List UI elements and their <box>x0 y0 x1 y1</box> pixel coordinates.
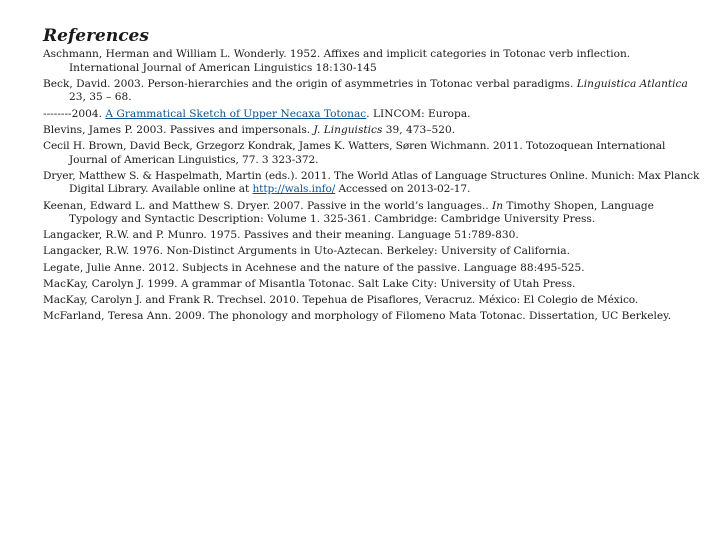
reference-text: Aschmann, Herman and William L. Wonderly. 1952. Affixes and implicit categories in Totonac verb inflection. International Journal of American Linguistics 18:130-145 <box>43 48 631 74</box>
reference-item <box>43 229 703 243</box>
reference-text: Legate, Julie Anne. 2012. Subjects in Acehnese and the nature of the passive. Language 88:495-525. <box>43 261 585 274</box>
reference-item <box>43 310 703 324</box>
reference-text: 39, 473–520. <box>382 123 456 136</box>
reference-text: Dryer, Matthew S. & Haspelmath, Martin (eds.). 2011. The World Atlas of Language Structures Online. Munich: Max Planck Digital Library. Available online at <box>43 169 700 196</box>
reference-item <box>43 124 703 138</box>
reference-list <box>43 48 703 324</box>
reference-text: MacKay, Carolyn J. 1999. A grammar of Misantla Totonac. Salt Lake City: University of Utah Press. <box>43 277 576 290</box>
reference-text: Cecil H. Brown, David Beck, Grzegorz Kondrak, James K. Watters, Søren Wichmann. 2011. Totozoquean International Journal of American Linguistics, 77. 3 323-372. <box>43 139 666 166</box>
grammatical-sketch-link[interactable]: A Grammatical Sketch of Upper Necaxa Totonac <box>105 107 367 120</box>
references-slide <box>43 26 703 326</box>
journal-title: J. Linguistics <box>313 123 383 136</box>
reference-text: --------2004. <box>43 107 106 120</box>
reference-item <box>43 170 703 197</box>
reference-item <box>43 78 703 105</box>
reference-text: Beck, David. 2003. Person-hierarchies and the origin of asymmetries in Totonac verbal paradigms. <box>43 77 577 90</box>
reference-text: Timothy Shopen, Language Typology and Syntactic Description: Volume 1. 325-361. Cambridge: Cambridge University Press. <box>69 199 654 226</box>
reference-item <box>43 200 703 227</box>
reference-item <box>43 278 703 292</box>
reference-text: MacKay, Carolyn J. and Frank R. Trechsel. 2010. Tepehua de Pisaflores, Veracruz. México: El Colegio de México. <box>43 294 639 307</box>
reference-text: 23, 35 – 68. <box>69 91 132 104</box>
in-marker: In <box>492 199 504 212</box>
reference-item <box>43 245 703 259</box>
reference-item <box>43 108 703 122</box>
reference-text: McFarland, Teresa Ann. 2009. The phonology and morphology of Filomeno Mata Totonac. Dissertation, UC Berkeley. <box>43 310 672 323</box>
reference-item <box>43 294 703 308</box>
reference-item <box>43 140 703 167</box>
reference-item <box>43 262 703 276</box>
reference-text: Accessed on 2013-02-17. <box>335 183 471 196</box>
reference-text: Keenan, Edward L. and Matthew S. Dryer. 2007. Passive in the world’s languages.. <box>43 199 493 212</box>
reference-text: Blevins, James P. 2003. Passives and impersonals. <box>43 123 314 136</box>
reference-text: Langacker, R.W. and P. Munro. 1975. Passives and their meaning. Language 51:789-830. <box>43 229 519 242</box>
reference-text: . LINCOM: Europa. <box>366 107 471 120</box>
reference-item <box>43 48 703 75</box>
page-title: References <box>43 26 149 46</box>
wals-link[interactable]: http://wals.info/ <box>252 183 336 196</box>
reference-text: Langacker, R.W. 1976. Non-Distinct Arguments in Uto-Aztecan. Berkeley: University of California. <box>43 245 570 258</box>
journal-title: Linguistica Atlantica <box>576 77 688 90</box>
